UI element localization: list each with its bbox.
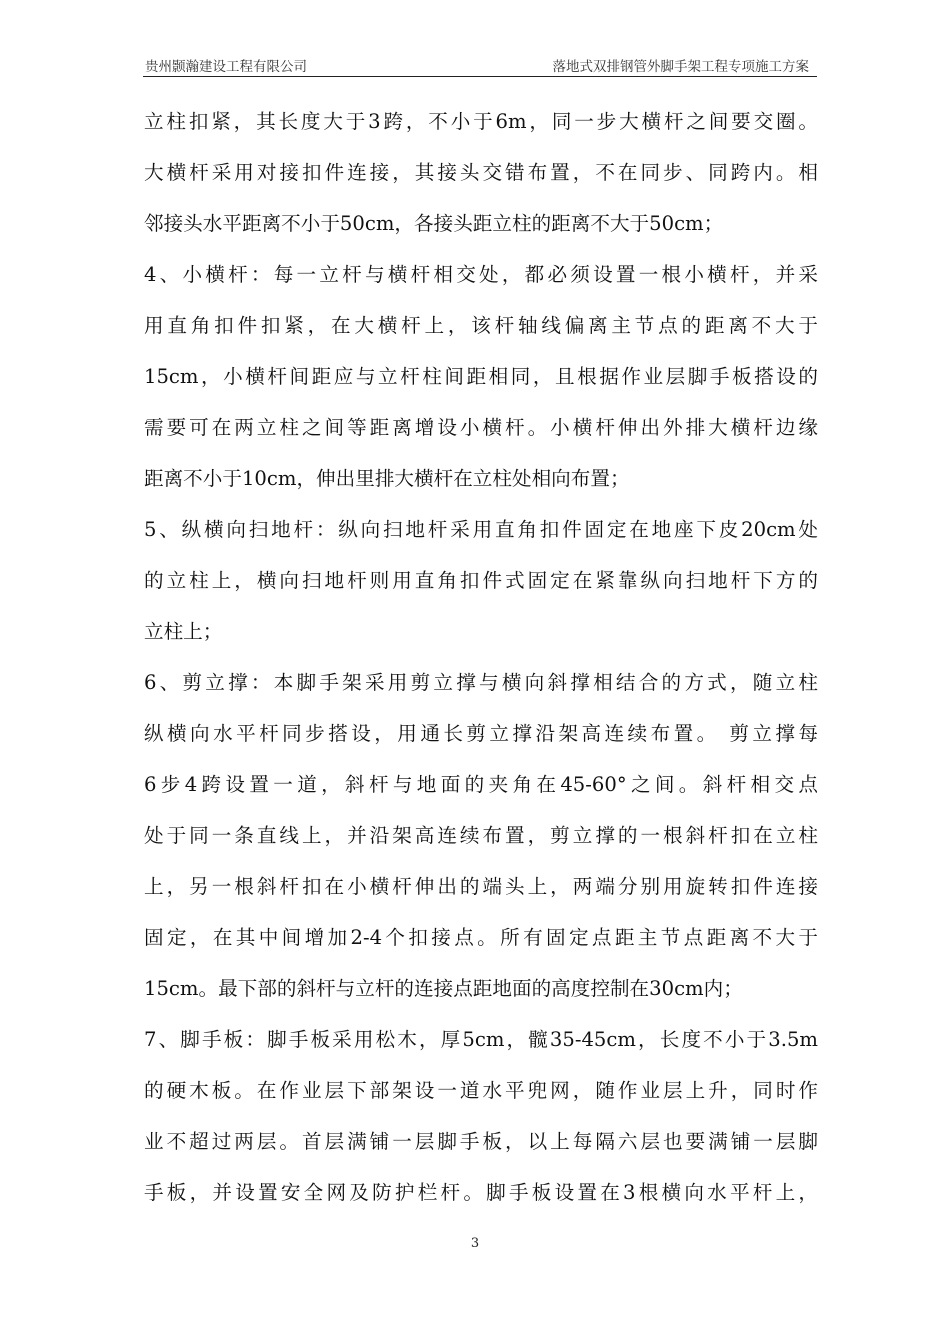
text-line: 纵横向水平杆同步搭设，用通长剪立撑沿架高连续布置。 剪立撑每	[144, 722, 818, 745]
text-line: 业不超过两层。首层满铺一层脚手板，以上每隔六层也要满铺一层脚	[144, 1130, 818, 1153]
text-line: 7、脚手板：脚手板采用松木，厚5cm，髋35-45cm，长度不小于3.5m	[144, 1028, 818, 1051]
page-header	[143, 54, 817, 77]
text-line: 用直角扣件扣紧，在大横杆上，该杆轴线偏离主节点的距离不大于	[144, 314, 818, 337]
text-line: 的硬木板。在作业层下部架设一道水平兜网，随作业层上升，同时作	[144, 1079, 818, 1102]
text-line: 距离不小于10cm，伸出里排大横杆在立柱处相向布置；	[144, 467, 630, 490]
text-line: 立柱扣紧，其长度大于3跨，不小于6m，同一步大横杆之间要交圈。	[144, 110, 818, 133]
text-line: 邻接头水平距离不小于50cm，各接头距立柱的距离不大于50cm；	[144, 212, 724, 235]
text-line: 固定，在其中间增加2-4个扣接点。所有固定点距主节点距离不大于	[144, 926, 818, 949]
header-document-title: 落地式双排钢管外脚手架工程专项施工方案	[552, 59, 809, 75]
text-line: 立柱上；	[144, 620, 223, 643]
text-line: 5、纵横向扫地杆：纵向扫地杆采用直角扣件固定在地座下皮20cm处	[144, 518, 818, 541]
text-line: 15cm。最下部的斜杆与立杆的连接点距地面的高度控制在30cm内；	[144, 977, 743, 1000]
text-line: 处于同一条直线上，并沿架高连续布置，剪立撑的一根斜杆扣在立柱	[144, 824, 818, 847]
text-line: 6步4跨设置一道，斜杆与地面的夹角在45-60°之间。斜杆相交点	[144, 773, 818, 796]
page-number: 3	[470, 1236, 480, 1251]
body-text	[144, 96, 818, 1218]
text-line: 大横杆采用对接扣件连接，其接头交错布置，不在同步、同跨内。相	[144, 161, 818, 184]
text-line: 6、剪立撑：本脚手架采用剪立撑与横向斜撑相结合的方式，随立柱	[144, 671, 818, 694]
text-line: 需要可在两立柱之间等距离增设小横杆。小横杆伸出外排大横杆边缘	[144, 416, 818, 439]
text-line: 4、小横杆：每一立杆与横杆相交处，都必须设置一根小横杆，并采	[144, 263, 818, 286]
header-company: 贵州颢瀚建设工程有限公司	[145, 59, 307, 75]
text-line: 的立柱上，横向扫地杆则用直角扣件式固定在紧靠纵向扫地杆下方的	[144, 569, 818, 592]
text-line: 15cm，小横杆间距应与立杆柱间距相同，且根据作业层脚手板搭设的	[144, 365, 818, 388]
text-line: 上，另一根斜杆扣在小横杆伸出的端头上，两端分别用旋转扣件连接	[144, 875, 818, 898]
text-line: 手板，并设置安全网及防护栏杆。脚手板设置在3根横向水平杆上，	[144, 1181, 818, 1204]
